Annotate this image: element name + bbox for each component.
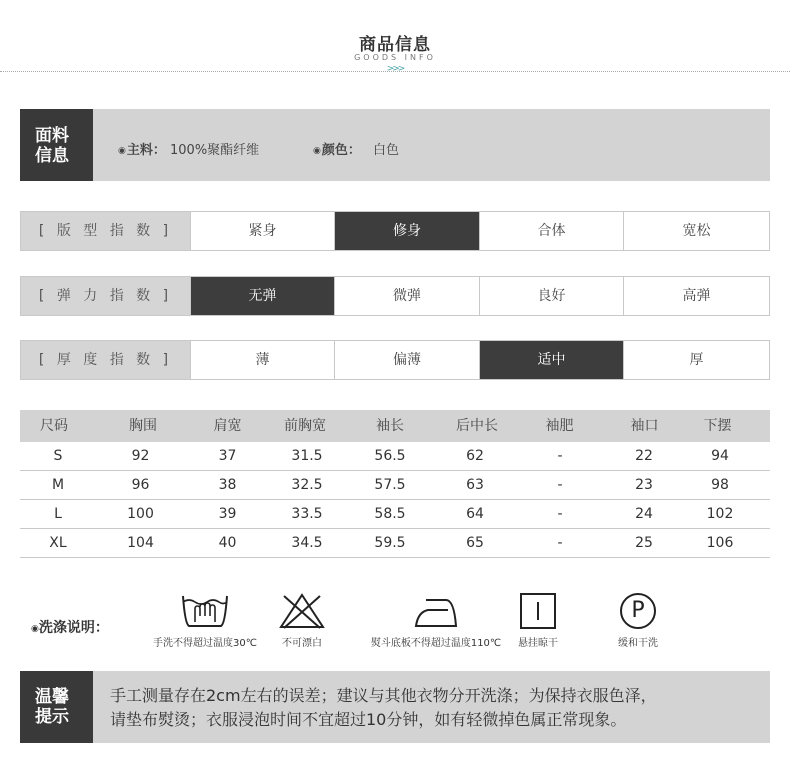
table-cell: 31.5: [291, 448, 323, 464]
table-cell: -: [557, 535, 563, 551]
care-item-iron: [356, 592, 516, 649]
table-header-cell: 前胸宽: [284, 418, 326, 434]
fit-index-row: [20, 211, 770, 251]
table-cell: -: [557, 506, 563, 522]
table-cell: S: [53, 448, 63, 464]
thickness-option: 厚: [623, 341, 769, 379]
table-header-cell: 肩宽: [213, 418, 242, 434]
care-label: ◉洗涤说明：: [31, 620, 109, 636]
care-item-dry-clean: [609, 592, 667, 649]
elasticity-option: 无弹: [190, 277, 334, 315]
table-header-cell: 袖肥: [545, 418, 574, 434]
table-cell: 23: [635, 477, 653, 493]
table-cell: 37: [218, 448, 237, 464]
care-text: 手洗不得超过温度30℃: [153, 638, 257, 649]
table-cell: 65: [466, 535, 484, 551]
table-cell: 63: [466, 477, 484, 493]
section-subtitle: GOODS INFO: [354, 53, 436, 62]
care-item-hang-dry: [509, 592, 567, 649]
table-cell: 57.5: [374, 477, 406, 493]
care-item-no-bleach: [266, 592, 338, 649]
fit-option: 合体: [479, 212, 623, 250]
table-cell: 104: [127, 535, 154, 551]
table-cell: 40: [218, 535, 237, 551]
table-header-cell: 后中长: [456, 418, 498, 434]
care-text: 缓和干洗: [618, 638, 658, 649]
table-cell: 92: [131, 448, 150, 464]
table-cell: -: [557, 477, 563, 493]
table-cell: 94: [711, 448, 729, 464]
table-cell: -: [557, 448, 563, 464]
hand-wash-icon: [179, 592, 231, 630]
fit-option: 宽松: [623, 212, 769, 250]
table-cell: 38: [218, 477, 237, 493]
color-value: 白色: [373, 143, 400, 158]
table-cell: 34.5: [291, 535, 323, 551]
table-cell: 39: [218, 506, 237, 522]
table-cell: 32.5: [291, 477, 323, 493]
table-header-cell: 尺码: [40, 418, 68, 434]
table-cell: 56.5: [374, 448, 406, 464]
tips-panel: [20, 671, 770, 743]
table-cell: 102: [706, 506, 734, 522]
table-header-row: [20, 410, 770, 442]
color-item: ◉颜色： 白色: [313, 143, 400, 158]
thickness-index-row: [20, 340, 770, 380]
size-table: [20, 410, 770, 558]
table-cell: M: [51, 477, 65, 493]
thickness-option: 适中: [479, 341, 623, 379]
care-text: 不可漂白: [282, 638, 322, 649]
bullet-icon: ◉: [31, 624, 39, 634]
thickness-option: 偏薄: [334, 341, 479, 379]
elasticity-option: 良好: [479, 277, 623, 315]
care-text: 悬挂晾干: [518, 638, 558, 649]
elasticity-option: 微弹: [334, 277, 479, 315]
section-header: [0, 0, 790, 84]
table-cell: 59.5: [374, 535, 406, 551]
table-cell: 33.5: [291, 506, 323, 522]
table-header-cell: 胸围: [129, 418, 157, 434]
chevron-right-icon: >>>: [386, 64, 404, 74]
care-text: 熨斗底板不得超过温度110℃: [370, 638, 502, 649]
no-bleach-icon: [278, 592, 326, 630]
fabric-info-label: 面料 信息: [20, 109, 93, 181]
dry-clean-symbol: P: [631, 598, 645, 623]
table-header-cell: 袖口: [630, 418, 659, 434]
elasticity-option: 高弹: [623, 277, 769, 315]
material-value: 100%聚酯纤维: [170, 143, 260, 158]
care-item-hand-wash: [140, 592, 270, 649]
fit-option: 修身: [334, 212, 479, 250]
tips-label: 温馨 提示: [20, 671, 93, 743]
table-header-cell: 下摆: [703, 418, 732, 434]
table-cell: 24: [635, 506, 653, 522]
bullet-icon: ◉: [313, 146, 321, 156]
tips-text: 手工测量存在2cm左右的误差；建议与其他衣物分开洗涤；为保持衣服色泽， 请垫布熨烫；衣服浸泡时间不宜超过10分钟，如有轻微掉色属正常现象。: [110, 686, 657, 729]
thickness-index-label: [ 厚 度 指 数 ]: [21, 341, 190, 379]
table-row: [20, 442, 770, 471]
fit-index-label: [ 版 型 指 数 ]: [21, 212, 190, 250]
table-row: [20, 500, 770, 529]
table-cell: 22: [635, 448, 653, 464]
elasticity-index-row: [20, 276, 770, 316]
iron-icon: [412, 592, 460, 630]
fit-option: 紧身: [190, 212, 334, 250]
table-cell: 96: [131, 477, 150, 493]
table-cell: 62: [466, 448, 484, 464]
table-cell: XL: [49, 535, 67, 551]
elasticity-index-label: [ 弹 力 指 数 ]: [21, 277, 190, 315]
hang-dry-icon: [518, 592, 558, 630]
table-cell: 98: [711, 477, 729, 493]
thickness-option: 薄: [190, 341, 334, 379]
table-cell: 100: [127, 506, 154, 522]
fabric-info-panel: [20, 109, 770, 181]
table-cell: L: [54, 506, 62, 522]
table-row: [20, 471, 770, 500]
table-cell: 106: [706, 535, 734, 551]
table-cell: 64: [466, 506, 484, 522]
material-item: ◉主料： 100%聚酯纤维: [118, 143, 260, 158]
table-cell: 25: [635, 535, 653, 551]
bullet-icon: ◉: [118, 146, 126, 156]
table-row: [20, 529, 770, 558]
table-cell: 58.5: [374, 506, 406, 522]
section-title: 商品信息: [359, 35, 431, 55]
table-header-cell: 袖长: [376, 418, 404, 434]
